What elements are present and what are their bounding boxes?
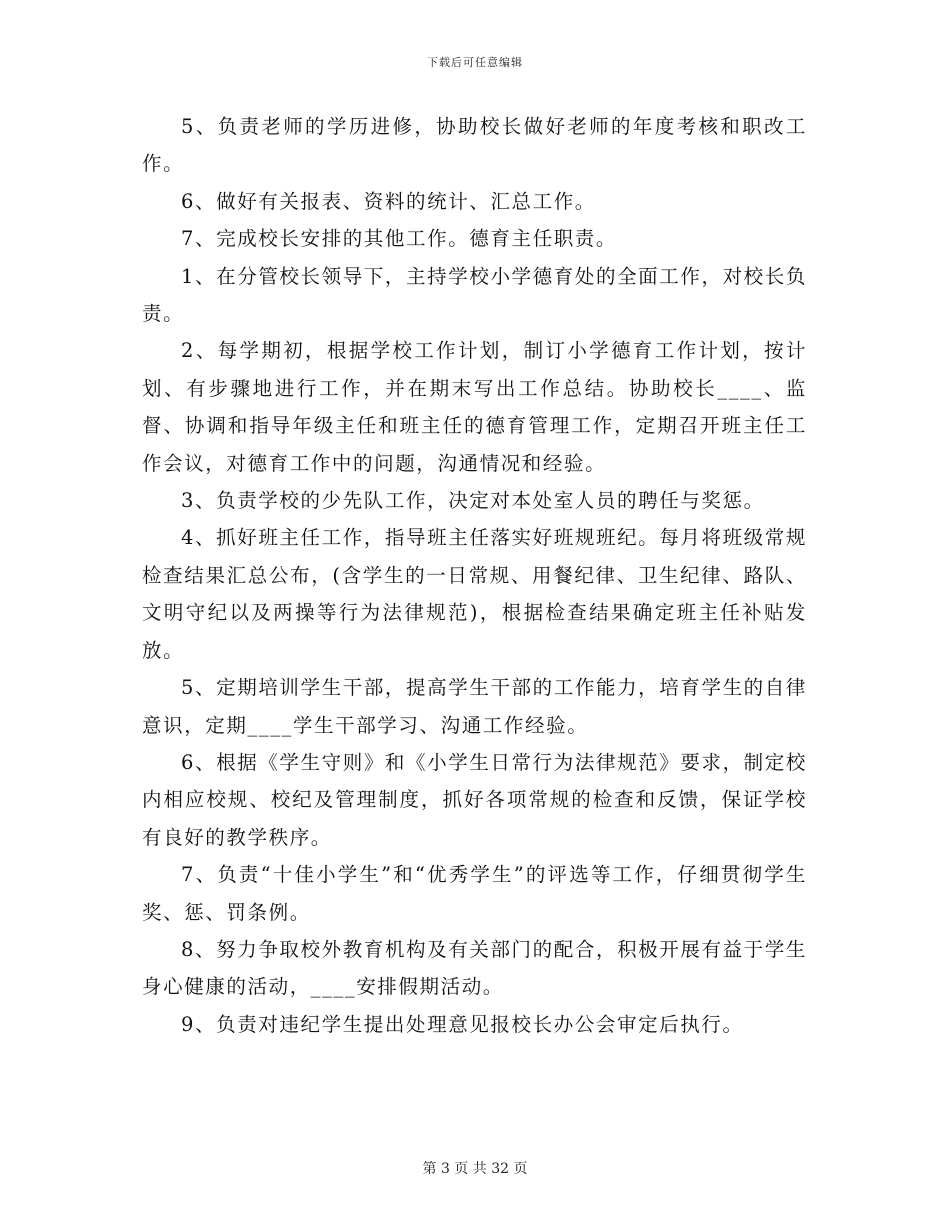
paragraph: 7、完成校长安排的其他工作。德育主任职责。 (181, 227, 618, 251)
paragraph: 8、努力争取校外教育机构及有关部门的配合，积极开展有益于学生身心健康的活动，____安排假期活动。 (142, 937, 807, 999)
page-number: 第 3 页 共 32 页 (422, 1161, 528, 1177)
paragraph: 4、抓好班主任工作，指导班主任落实好班规班纪。每月将班级常规检查结果汇总公布，(含学生的一日常规、用餐纪律、卫生纪律、路队、文明守纪以及两操等行为法律规范)，根据检查结果确定班主任补贴发放。 (142, 526, 807, 662)
paragraph: 1、在分管校长领导下，主持学校小学德育处的全面工作，对校长负责。 (142, 264, 807, 326)
paragraph: 5、负责老师的学历进修，协助校长做好老师的年度考核和职改工作。 (142, 115, 807, 176)
paragraph: 6、根据《学生守则》和《小学生日常行为法律规范》要求，制定校内相应校规、校纪及管理制度，抓好各项常规的检查和反馈，保证学校有良好的教学秩序。 (142, 750, 807, 849)
paragraph: 3、负责学校的少先队工作，决定对本处室人员的聘任与奖惩。 (181, 489, 765, 513)
paragraph: 9、负责对违纪学生提出处理意见报校长办公会审定后执行。 (181, 1012, 744, 1036)
paragraph: 6、做好有关报表、资料的统计、汇总工作。 (181, 189, 596, 213)
document-body (142, 108, 807, 1043)
page-header-note: 下载后可任意编辑 (427, 56, 523, 69)
paragraph: 7、负责“十佳小学生”和“优秀学生”的评选等工作，仔细贯彻学生奖、惩、罚条例。 (142, 863, 807, 924)
paragraph: 5、定期培训学生干部，提高学生干部的工作能力，培育学生的自律意识，定期____学生干部学习、沟通工作经验。 (142, 676, 807, 737)
paragraph: 2、每学期初，根据学校工作计划，制订小学德育工作计划，按计划、有步骤地进行工作，并在期末写出工作总结。协助校长____、监督、协调和指导年级主任和班主任的德育管理工作，定期召开班主任工作会议，对德育工作中的问题，沟通情况和经验。 (142, 339, 807, 475)
